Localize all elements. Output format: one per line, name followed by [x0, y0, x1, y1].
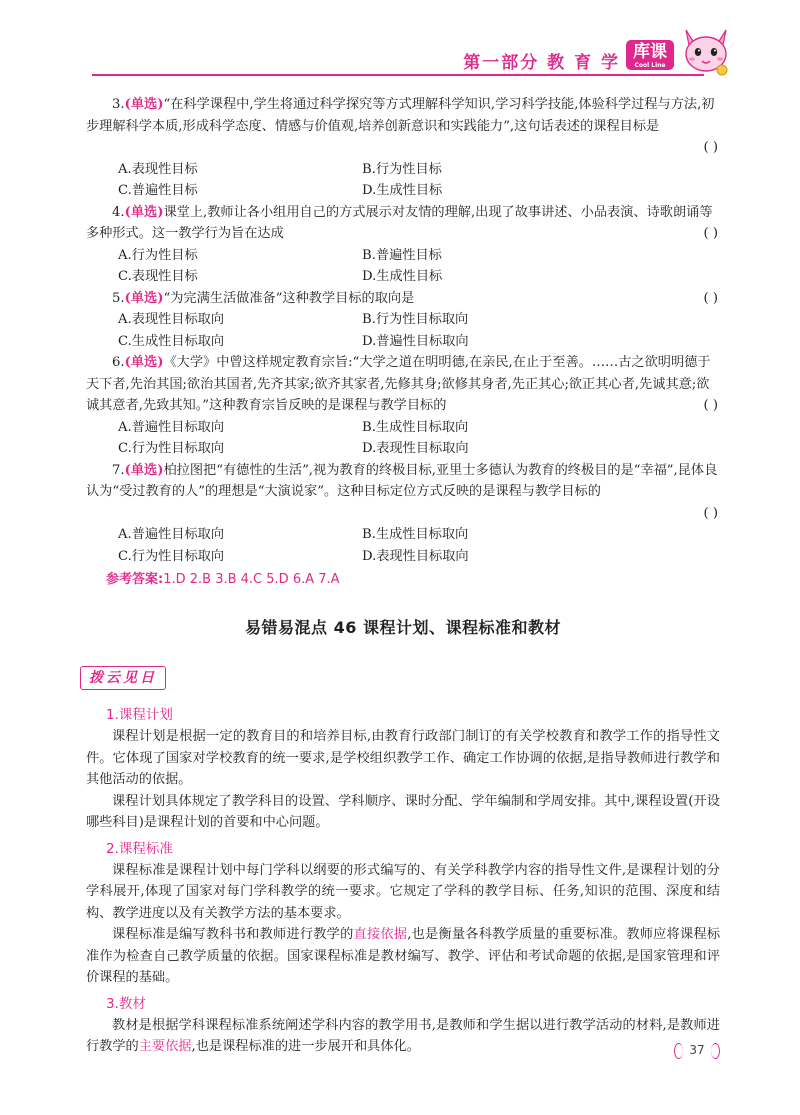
option-c: C.行为性目标取向 — [118, 548, 225, 564]
paragraph-text: ,也是衡量各科教学质量的重要标准。教师应将课程标准作为检查自己教学质量的依据。国家课程标准是教材编写、教学、评估和考试命题的依据,是国家管理和评价课程的基础。 — [86, 927, 721, 985]
option-b: B.生成性目标取向 — [362, 419, 469, 435]
options-grid — [86, 309, 720, 352]
option-a: A.行为性目标 — [118, 247, 198, 263]
page-header — [0, 0, 800, 80]
answer-blank: ( ) — [703, 505, 718, 521]
mascot-icon — [676, 18, 736, 78]
option-a: A.表现性目标取向 — [118, 312, 225, 327]
question-number: 3. — [112, 97, 125, 112]
option-d: D.生成性目标 — [362, 183, 443, 198]
answer-blank: ( ) — [703, 290, 718, 306]
option-d: D.表现性目标取向 — [362, 548, 469, 564]
subheading-curriculum-standard: 2.课程标准 — [106, 840, 173, 857]
subheading-textbook: 3.教材 — [106, 995, 146, 1012]
question-text: “在科学课程中,学生将通过科学探究等方式理解科学知识,学习科学技能,体验科学过程与方法,初步理解科学本质,形成科学态度、情感与价值观,培养创新意识和实践能力”,这句话表述的课程目标是 — [86, 97, 715, 134]
option-b: B.生成性目标取向 — [362, 527, 469, 542]
answer-key-label: 参考答案: — [106, 572, 164, 587]
paragraph: 课程计划具体规定了教学科目的设置、学科顺序、课时分配、学年编制和学周安排。其中,课程设置(开设哪些科目)是课程计划的首要和中心问题。 — [86, 793, 720, 830]
question-6 — [86, 352, 720, 460]
question-number: 5. — [112, 290, 125, 306]
subheading-course-plan: 1.课程计划 — [106, 707, 173, 723]
option-c: C.行为性目标取向 — [118, 441, 225, 456]
answer-blank: ( ) — [703, 226, 718, 241]
question-type-tag: (单选) — [124, 97, 164, 112]
option-d: D.表现性目标取向 — [362, 441, 469, 456]
options-grid — [86, 524, 720, 567]
option-c: C.普遍性目标 — [118, 183, 198, 198]
option-c: C.生成性目标取向 — [118, 333, 225, 349]
question-type-tag: (单选) — [124, 462, 164, 478]
option-a: A.表现性目标 — [118, 161, 198, 177]
question-number: 4. — [112, 204, 125, 220]
options-grid — [86, 245, 720, 288]
question-type-tag: (单选) — [124, 204, 164, 220]
paragraph: 课程标准是课程计划中每门学科以纲要的形式编写的、有关学科教学内容的指导性文件,是课程计划的分学科展开,体现了国家对每门学科教学的统一要求。它规定了学科的教学目标、任务,知识的范围、深度和结构、教学进度以及有关教学方法的基本要求。 — [86, 862, 720, 921]
paragraph-text: 教材是根据学科课程标准系统阐述学科内容的教学用书,是教师和学生据以进行教学活动的材料,是教师进行教学的 — [86, 1017, 720, 1054]
question-7 — [86, 460, 720, 568]
answer-key — [86, 569, 720, 591]
options-grid — [86, 417, 720, 460]
option-a: A.普遍性目标取向 — [118, 419, 225, 435]
option-c: C.表现性目标 — [118, 269, 198, 284]
page-content — [86, 94, 720, 1058]
brand-logo-subtext: Cool Line — [634, 62, 666, 69]
answer-key-values: 1.D 2.B 3.B 4.C 5.D 6.A 7.A — [163, 572, 340, 587]
question-text: “为完满生活做准备”这种教学目标的取向是 — [163, 290, 415, 306]
section-badge: 拨云见日 — [80, 666, 166, 690]
paragraph-text: 课程标准是编写教科书和教师进行教学的 — [112, 927, 354, 942]
highlight-text: 主要依据 — [138, 1039, 192, 1054]
question-text: 柏拉图把“有德性的生活”,视为教育的终极目标,亚里士多德认为教育的终极目的是“幸福”,昆体良认为“受过教育的人”的理想是“大演说家”。这种目标定位方式反映的是课程与教学目标的 — [86, 462, 718, 499]
answer-blank: ( ) — [703, 140, 718, 155]
page-number: 37 — [672, 1040, 722, 1060]
paragraph — [86, 924, 720, 989]
highlight-text: 直接依据 — [353, 927, 408, 942]
header-rule — [92, 74, 704, 76]
paragraph: 课程计划是根据一定的教育目的和培养目标,由教育行政部门制订的有关学校教育和教学工作的指导性文件。它体现了国家对学校教育的统一要求,是学校组织教学工作、确定工作协调的依据,是指导教师进行教学和其他活动的依据。 — [86, 729, 720, 787]
brand-logo — [626, 40, 674, 70]
question-5 — [86, 288, 720, 353]
answer-blank: ( ) — [703, 398, 718, 413]
paragraph-text: ,也是课程标准的进一步展开和具体化。 — [191, 1039, 420, 1054]
question-text: 《大学》中曾这样规定教育宗旨:“大学之道在明明德,在亲民,在止于至善。……古之欲明明德于天下者,先治其国;欲治其国者,先齐其家;欲齐其家者,先修其身;欲修其身者,先正其心;欲正其心者,先诚其意;欲诚其意者,先致其知。”这种教育宗旨反映的是课程与教学目标的 — [86, 355, 711, 413]
paragraph — [86, 1015, 720, 1058]
option-b: B.普遍性目标 — [362, 247, 442, 263]
question-number: 7. — [112, 462, 125, 478]
question-number: 6. — [112, 355, 125, 370]
option-a: A.普遍性目标取向 — [118, 527, 225, 542]
question-3 — [86, 94, 720, 202]
brand-logo-text: 库课 — [633, 42, 667, 62]
question-4 — [86, 202, 720, 288]
question-text: 课堂上,教师让各小组用自己的方式展示对友情的理解,出现了故事讲述、小品表演、诗歌朗诵等多种形式。这一教学行为旨在达成 — [86, 204, 713, 241]
section-label: 第一部分 教 育 学 — [463, 53, 620, 73]
question-type-tag: (单选) — [124, 355, 164, 370]
option-d: D.普遍性目标取向 — [362, 333, 469, 349]
options-grid — [86, 159, 720, 202]
section-title: 易错易混点 46 课程计划、课程标准和教材 — [245, 617, 561, 637]
option-b: B.行为性目标 — [362, 161, 442, 177]
option-d: D.生成性目标 — [362, 269, 443, 284]
option-b: B.行为性目标取向 — [362, 312, 469, 327]
question-type-tag: (单选) — [124, 290, 164, 306]
